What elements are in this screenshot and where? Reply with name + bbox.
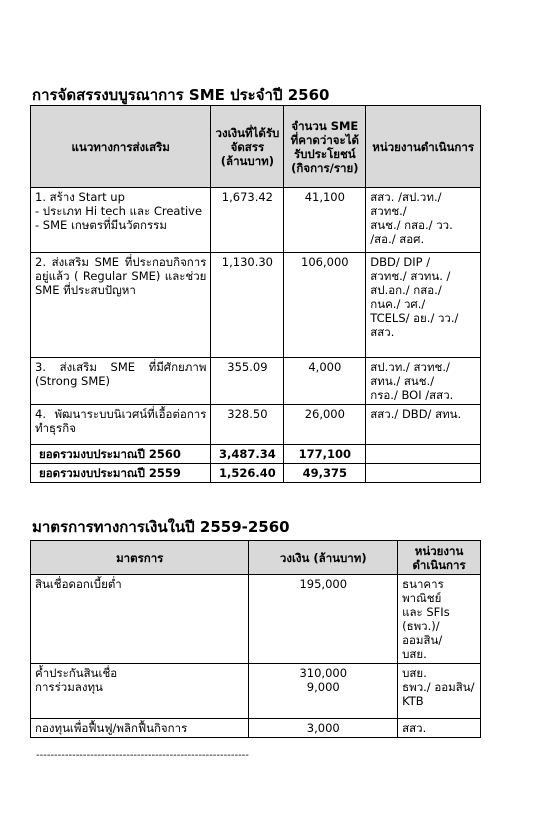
total-2560-label: ยอดรวมงบประมาณปี 2560 (31, 445, 211, 464)
agency-cell-line: บสย. (402, 647, 427, 661)
approach-cell (31, 253, 211, 358)
agency-cell-line: สสว. (370, 325, 395, 339)
header-agency: หน่วยงานดำเนินการ (366, 106, 481, 188)
measure-cell-line: สินเชื่อดอกเบี้ยต่ำ (35, 577, 122, 591)
agency-cell-line: สวทช./ (370, 204, 407, 218)
agency-cell-line: สวทช./ สวทน. / (370, 269, 451, 283)
agency-cell-line: สป.อก./ กสอ./ (370, 283, 442, 297)
table-row (31, 188, 481, 253)
approach-cell-line: - SME เกษตรที่มีนวัตกรรม (35, 218, 167, 232)
beneficiaries-cell-line: 106,000 (301, 255, 349, 269)
agency-cell (398, 719, 481, 738)
agency-cell-line: ธพว./ ออมสิน/ (402, 680, 475, 694)
table-row (31, 405, 481, 445)
budget-cell-line: 355.09 (227, 360, 268, 374)
total-2559-budget: 1,526.40 (211, 464, 284, 483)
table-header-row (31, 106, 481, 188)
amount-cell-line: 195,000 (299, 577, 348, 591)
agency-cell-line: (ธพว.)/ ออมสิน/ (402, 619, 443, 647)
measure-cell-line: การร่วมลงทุน (35, 680, 103, 694)
budget-cell (211, 405, 284, 445)
total-2559-agency (366, 464, 481, 483)
measure-cell-line: ค้ำประกันสินเชื่อ (35, 666, 118, 680)
agency-cell (366, 405, 481, 445)
total-2560-budget: 3,487.34 (211, 445, 284, 464)
amount-cell (249, 664, 398, 719)
agency-cell-line: บสย. (402, 666, 427, 680)
agency-cell-line: สป.วท./ สวทช./ (370, 360, 450, 374)
approach-cell-line: 4. พัฒนาระบบนิเวศน์ที่เอื้อต่อการทำธุรกิจ (35, 407, 207, 435)
financial-measures-table (30, 540, 481, 738)
agency-cell (366, 253, 481, 358)
agency-cell-line: DBD/ DIP / (370, 255, 431, 269)
approach-cell (31, 358, 211, 405)
beneficiaries-cell (284, 253, 366, 358)
approach-cell-line: 1. สร้าง Start up (35, 190, 125, 204)
table-row (31, 664, 481, 719)
beneficiaries-cell-line: 41,100 (304, 190, 345, 204)
budget-cell-line: 328.50 (227, 407, 268, 421)
amount-cell (249, 719, 398, 738)
measure-cell (31, 575, 249, 664)
approach-cell-line: 2. ส่งเสริม SME ที่ประกอบกิจการอยู่แล้ว ( Regular SME) และช่วย SME ที่ประสบปัญหา (35, 255, 207, 297)
approach-cell-line: 3. ส่งเสริม SME ที่มีศักยภาพ (Strong SME) (35, 360, 207, 388)
agency-cell-line: และ SFIs (402, 605, 450, 619)
beneficiaries-cell-line: 26,000 (304, 407, 345, 421)
section2-title: มาตรการทางการเงินในปี 2559-2560 (32, 518, 290, 536)
agency-cell-line: สนช./ กสอ./ วว. (370, 218, 453, 232)
approach-cell (31, 188, 211, 253)
footer-divider: ----------------------------------------------------------- (36, 750, 249, 761)
amount-cell-line: 3,000 (306, 721, 340, 735)
table-row (31, 253, 481, 358)
budget-cell-line: 1,130.30 (221, 255, 273, 269)
amount-cell-line: 310,000 (299, 666, 348, 680)
total-row-2560 (31, 445, 481, 464)
total-2560-beneficiaries: 177,100 (284, 445, 366, 464)
agency-cell-line: สสว. (402, 721, 427, 735)
agency-cell-line: กนค./ วศ./ (370, 297, 426, 311)
total-2560-agency (366, 445, 481, 464)
beneficiaries-cell-line: 4,000 (308, 360, 342, 374)
approach-cell-line: - ประเภท Hi tech และ Creative (35, 204, 203, 218)
agency-cell-line: สทน./ สนช./ (370, 374, 435, 388)
header-measure: มาตรการ (31, 541, 249, 575)
table-header-row (31, 541, 481, 575)
header-budget: วงเงินที่ได้รับจัดสรร (ล้านบาท) (211, 106, 284, 188)
agency-cell-line: กรอ./ BOI /สสว. (370, 388, 454, 402)
agency-cell (366, 188, 481, 253)
approach-cell (31, 405, 211, 445)
table-row (31, 719, 481, 738)
measure-cell-line: กองทุนเพื่อฟื้นฟู/พลิกฟื้นกิจการ (35, 721, 188, 735)
agency-cell-line: KTB (402, 694, 424, 708)
budget-allocation-table (30, 105, 481, 483)
beneficiaries-cell (284, 405, 366, 445)
budget-cell (211, 253, 284, 358)
budget-cell (211, 358, 284, 405)
budget-cell-line: 1,673.42 (221, 190, 273, 204)
agency-cell (398, 664, 481, 719)
total-2559-label: ยอดรวมงบประมาณปี 2559 (31, 464, 211, 483)
agency-cell (366, 358, 481, 405)
table-row (31, 358, 481, 405)
agency-cell-line: ธนาคารพาณิชย์ (402, 577, 444, 605)
amount-cell-line: 9,000 (306, 680, 340, 694)
total-2559-beneficiaries: 49,375 (284, 464, 366, 483)
measure-cell (31, 664, 249, 719)
agency-cell-line: สสว./ DBD/ สทน. (370, 407, 462, 421)
header-amount: วงเงิน (ล้านบาท) (249, 541, 398, 575)
agency-cell-line: TCELS/ อย./ วว./ (370, 311, 459, 325)
table-row (31, 575, 481, 664)
measure-cell (31, 719, 249, 738)
agency-cell-line: สสว. /สป.วท./ (370, 190, 442, 204)
beneficiaries-cell (284, 188, 366, 253)
section1-title: การจัดสรรงบบูรณาการ SME ประจำปี 2560 (32, 86, 330, 104)
agency-cell-line: /สอ./ สอศ. (370, 232, 425, 246)
total-row-2559 (31, 464, 481, 483)
beneficiaries-cell (284, 358, 366, 405)
amount-cell (249, 575, 398, 664)
header-approach: แนวทางการส่งเสริม (31, 106, 211, 188)
header-beneficiaries: จำนวน SME ที่คาดว่าจะได้รับประโยชน์ (กิจการ/ราย) (284, 106, 366, 188)
agency-cell (398, 575, 481, 664)
budget-cell (211, 188, 284, 253)
header-agency: หน่วยงานดำเนินการ (398, 541, 481, 575)
